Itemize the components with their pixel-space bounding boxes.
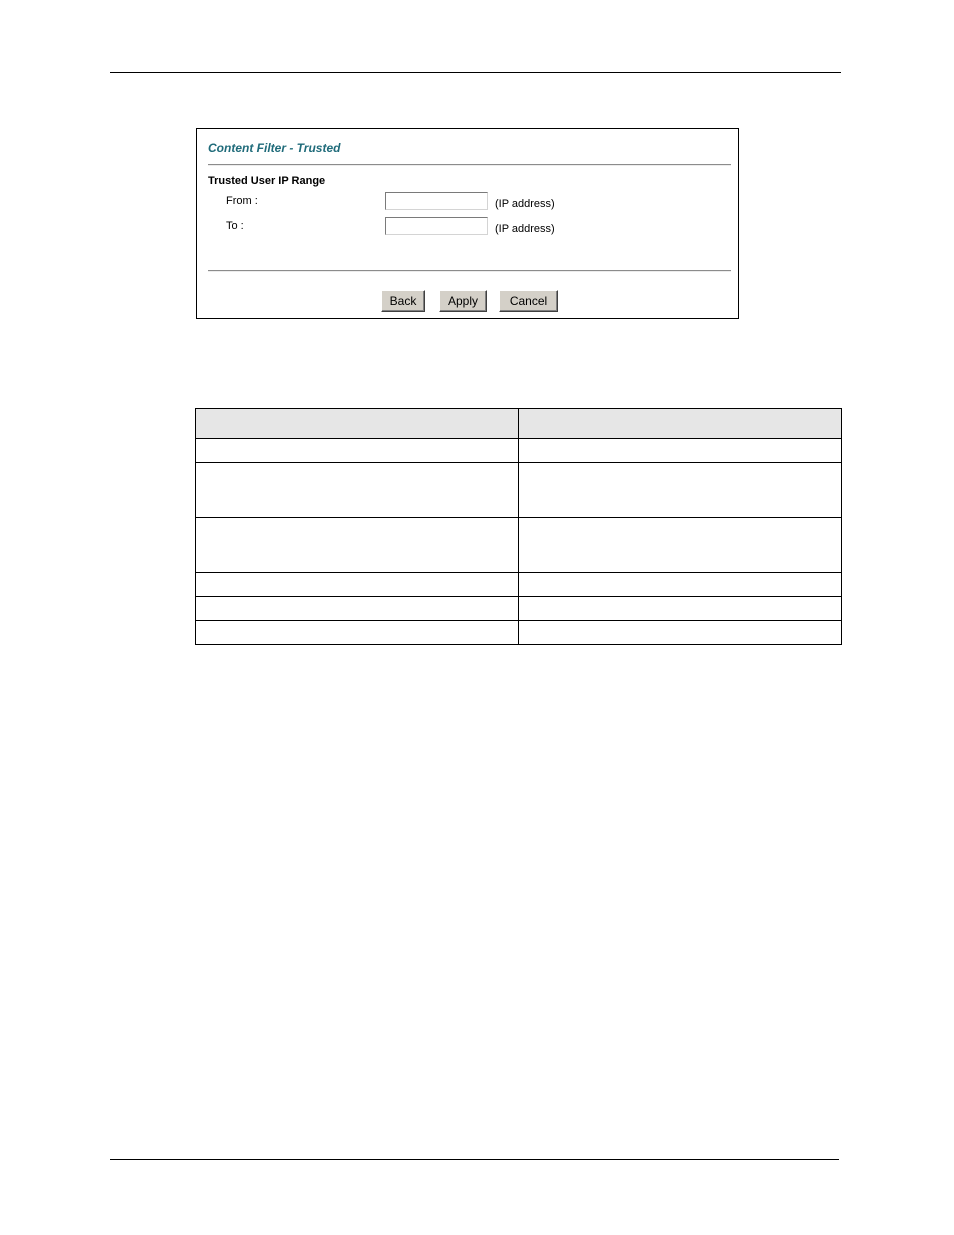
to-ip-input[interactable] xyxy=(385,217,488,235)
table-cell xyxy=(196,573,519,597)
table-cell xyxy=(196,621,519,645)
from-ip-input[interactable] xyxy=(385,192,488,210)
table-cell xyxy=(519,621,842,645)
table-cell xyxy=(519,518,842,573)
table-cell xyxy=(196,597,519,621)
table-cell xyxy=(519,463,842,518)
table-cell xyxy=(519,573,842,597)
description-table xyxy=(195,408,842,645)
back-button[interactable]: Back xyxy=(381,290,425,312)
table-header-cell xyxy=(519,409,842,439)
from-ip-hint: (IP address) xyxy=(495,198,555,210)
from-label: From : xyxy=(226,195,258,207)
footer-rule xyxy=(110,1159,839,1160)
table-row xyxy=(196,439,842,463)
table-row xyxy=(196,573,842,597)
header-rule xyxy=(110,72,841,73)
table-cell xyxy=(519,439,842,463)
table-cell xyxy=(196,463,519,518)
table-header-row xyxy=(196,409,842,439)
table-row xyxy=(196,463,842,518)
table-row xyxy=(196,518,842,573)
title-divider xyxy=(208,164,731,166)
to-ip-hint: (IP address) xyxy=(495,223,555,235)
panel-title: Content Filter - Trusted xyxy=(208,141,341,155)
table-header-cell xyxy=(196,409,519,439)
section-label: Trusted User IP Range xyxy=(208,175,326,187)
button-divider xyxy=(208,270,731,272)
table-row xyxy=(196,597,842,621)
cancel-button[interactable]: Cancel xyxy=(499,290,558,312)
table-row xyxy=(196,621,842,645)
table-cell xyxy=(196,439,519,463)
table-cell xyxy=(196,518,519,573)
to-label: To : xyxy=(226,220,244,232)
content-filter-trusted-panel xyxy=(196,128,739,319)
table-cell xyxy=(519,597,842,621)
apply-button[interactable]: Apply xyxy=(439,290,487,312)
